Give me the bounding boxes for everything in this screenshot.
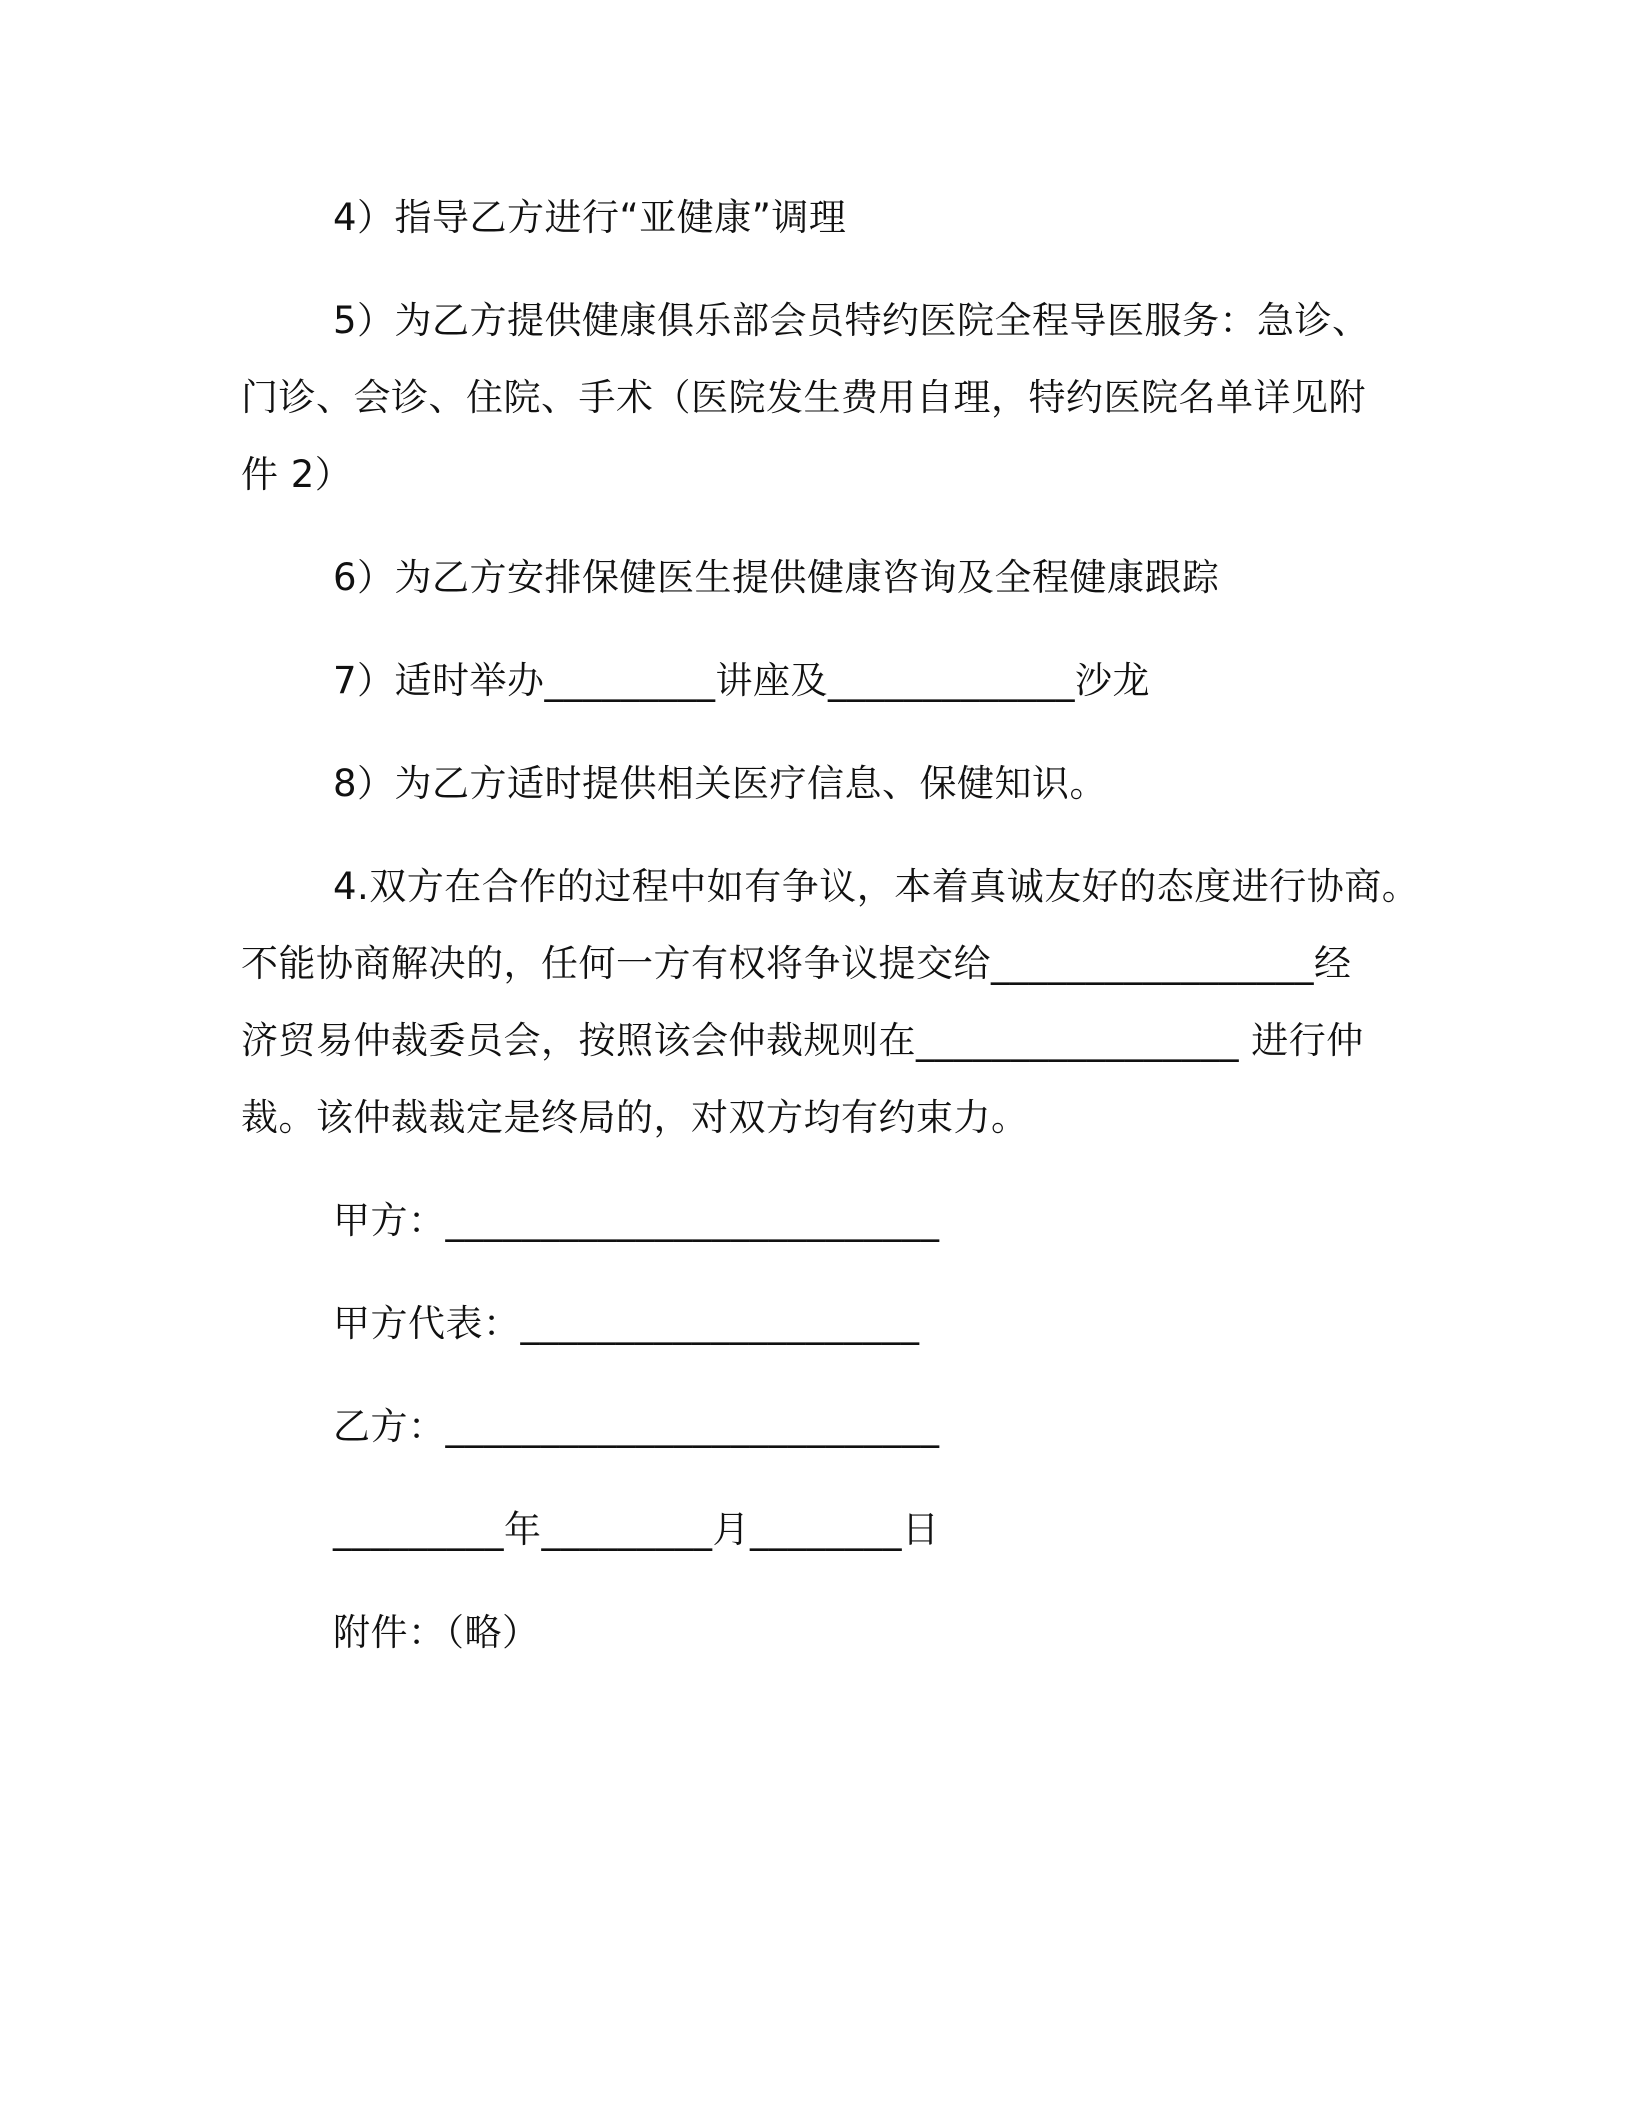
item-6: 6）为乙方安排保健医生提供健康咨询及全程健康跟踪 <box>333 556 1220 599</box>
clause-4-line-2: 不能协商解决的，任何一方有权将争议提交给_________________经 <box>241 942 1352 985</box>
item-7: 7）适时举办_________讲座及_____________沙龙 <box>333 659 1151 702</box>
item-5-line-2: 门诊、会诊、住院、手术（医院发生费用自理，特约医院名单详见附 <box>241 376 1366 419</box>
clause-4-line-4: 裁。该仲裁裁定是终局的，对双方均有约束力。 <box>241 1096 1029 1139</box>
clause-4-line-3: 济贸易仲裁委员会，按照该会仲裁规则在_________________ 进行仲 <box>241 1019 1364 1062</box>
date-line: _________年_________月________日 <box>333 1508 940 1551</box>
item-4: 4）指导乙方进行“亚健康”调理 <box>333 196 847 239</box>
party-a-signature-line: 甲方：__________________________ <box>333 1199 940 1242</box>
attachment-note: 附件：（略） <box>333 1611 540 1654</box>
party-a-rep-signature-line: 甲方代表：_____________________ <box>333 1302 920 1345</box>
clause-4-line-1: 4.双方在合作的过程中如有争议，本着真诚友好的态度进行协商。 <box>333 865 1420 908</box>
item-5-line-1: 5）为乙方提供健康俱乐部会员特约医院全程导医服务：急诊、 <box>333 299 1370 342</box>
item-5-line-3: 件 2） <box>241 453 353 496</box>
item-8: 8）为乙方适时提供相关医疗信息、保健知识。 <box>333 762 1108 805</box>
party-b-signature-line: 乙方：__________________________ <box>333 1405 940 1448</box>
